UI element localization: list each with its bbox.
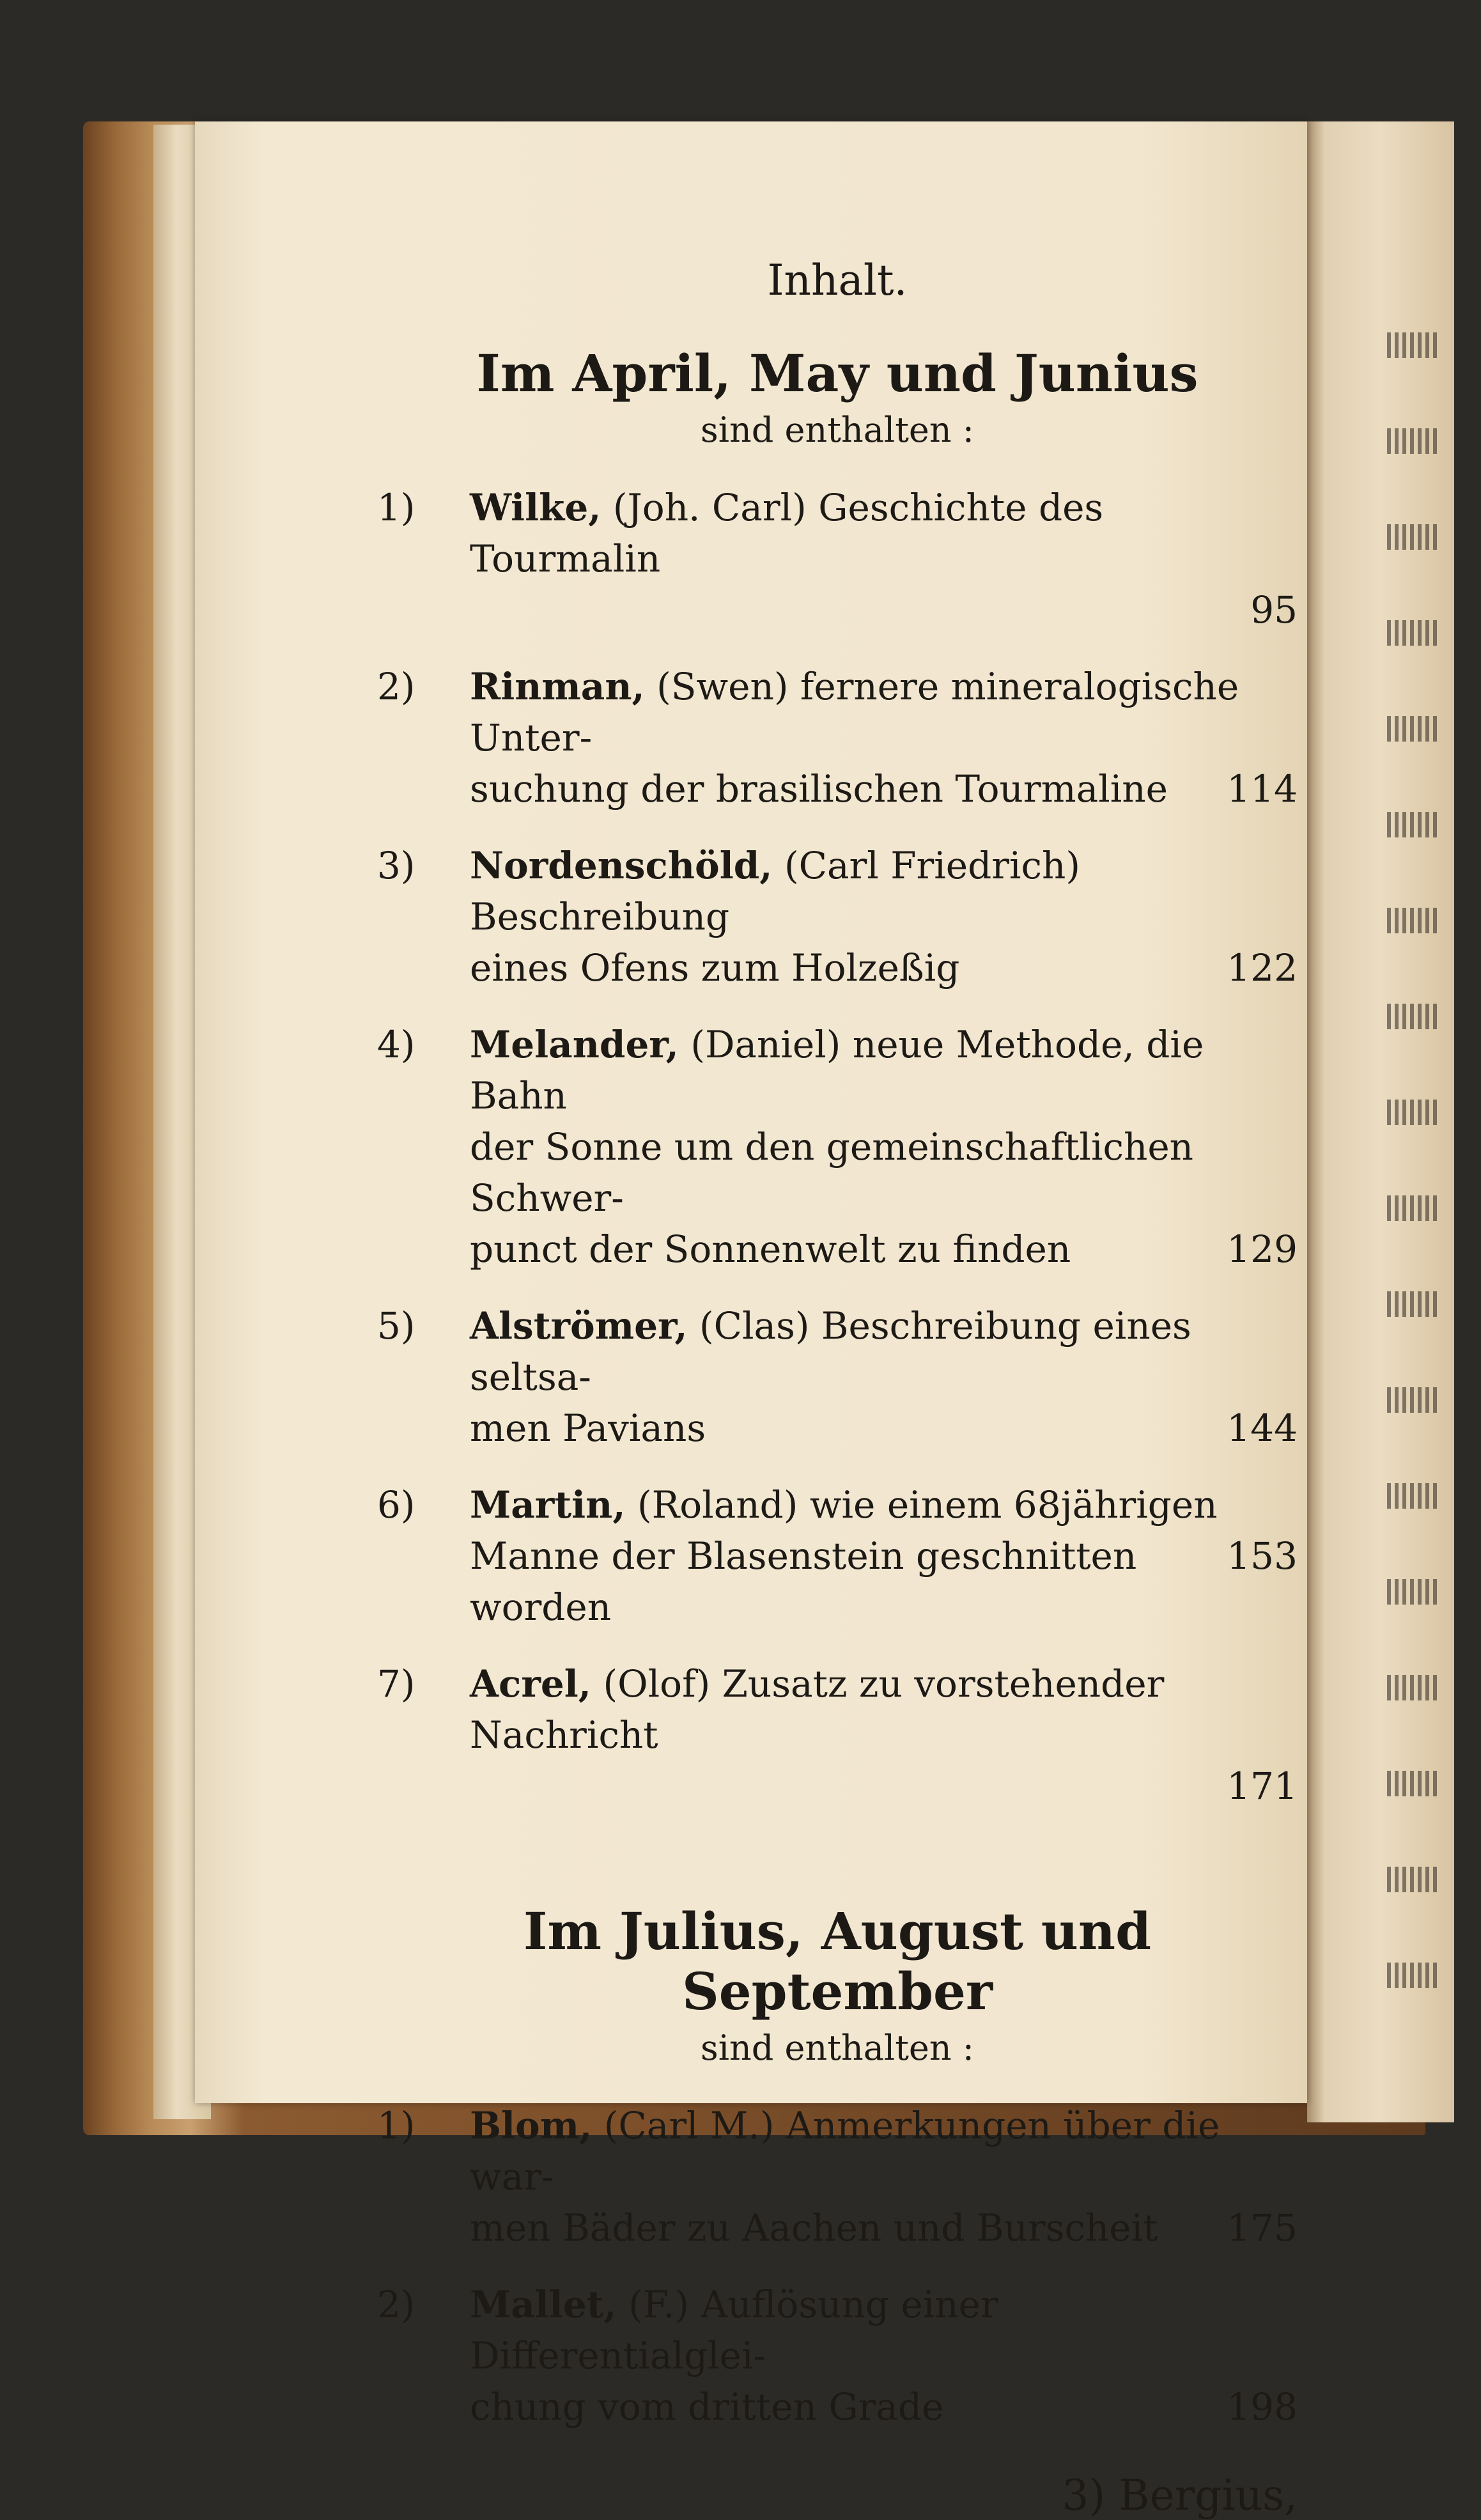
section-title: Im April, May und Junius [476, 343, 1198, 403]
text-fragment [1387, 1867, 1438, 1892]
entry-title-cont: chung vom dritten Grade [470, 2385, 944, 2429]
entry-author: Blom, [470, 2104, 593, 2147]
entry-page: 175 [1227, 2206, 1298, 2250]
entry-title: (Carl Friedrich) Beschreibung [470, 844, 1080, 938]
section-subtitle: sind enthalten : [701, 2028, 974, 2068]
text-fragment [1387, 1100, 1438, 1125]
toc-entry [377, 2279, 1298, 2432]
toc-entry [377, 2100, 1298, 2253]
entry-author: Mallet, [470, 2283, 617, 2326]
toc-entry [377, 1479, 1298, 1633]
text-fragment [1387, 1195, 1438, 1221]
toc-entry [377, 482, 1298, 635]
toc-entry [377, 1019, 1298, 1275]
entry-number: 4) [377, 1023, 415, 1066]
section-subtitle: sind enthalten : [701, 410, 974, 450]
entry-title: (Olof) Zusatz zu vorstehender Nachricht [470, 1662, 1165, 1757]
entry-author: Rinman, [470, 665, 645, 708]
entry-number: 1) [377, 486, 415, 529]
entry-title: (Clas) Beschreibung eines seltsa- [470, 1304, 1191, 1399]
section-april-june [377, 343, 1298, 1812]
toc-entry [377, 1300, 1298, 1454]
text-fragment [1387, 332, 1438, 358]
entry-title-cont: punct der Sonnenwelt zu finden [470, 1227, 1071, 1271]
entry-number: 2) [377, 2283, 415, 2326]
text-fragment [1387, 428, 1438, 454]
text-fragment [1387, 1675, 1438, 1700]
text-fragment [1387, 620, 1438, 646]
toc-entry [377, 840, 1298, 993]
entry-author: Wilke, [470, 486, 601, 529]
entry-title-cont: Manne der Blasenstein geschnitten worden [470, 1534, 1137, 1629]
entry-title: (Daniel) neue Methode, die Bahn [470, 1023, 1204, 1117]
text-fragment [1387, 1004, 1438, 1029]
catchword: 3) Bergius, [1062, 2471, 1298, 2520]
entry-title: (F.) Auflösung einer Differentialglei- [470, 2283, 998, 2377]
entry-number: 2) [377, 665, 415, 708]
entry-page: 122 [1227, 946, 1298, 990]
entry-number: 1) [377, 2104, 415, 2147]
entry-author: Acrel, [470, 1662, 592, 1706]
section-july-september [377, 1901, 1298, 2432]
entry-author: Melander, [470, 1023, 679, 1066]
entry-number: 6) [377, 1483, 415, 1527]
entry-author: Nordenschöld, [470, 844, 773, 887]
entry-title: (Joh. Carl) Geschichte des Tourmalin [470, 486, 1104, 580]
adjacent-page [1307, 121, 1454, 2122]
entry-page: 114 [1227, 767, 1298, 811]
entry-number: 5) [377, 1304, 415, 1348]
entry-title-cont: eines Ofens zum Holzeßig [470, 946, 960, 990]
entry-title: (Roland) wie einem 68jährigen [637, 1483, 1218, 1527]
text-fragment [1387, 1483, 1438, 1509]
page-header: Inhalt. [767, 256, 908, 305]
entry-title: (Swen) fernere mineralogische Unter- [470, 665, 1239, 759]
text-fragment [1387, 524, 1438, 550]
entry-page: 95 [1250, 588, 1298, 632]
table-of-contents [377, 256, 1298, 2520]
section-title: Im Julius, August und September [523, 1901, 1152, 2021]
entry-author: Alströmer, [470, 1304, 688, 1348]
text-fragment [1387, 1387, 1438, 1413]
entry-title-cont: men Pavians [470, 1406, 706, 1450]
text-fragment [1387, 908, 1438, 933]
toc-entry [377, 661, 1298, 814]
toc-entry [377, 1658, 1298, 1812]
text-fragment [1387, 812, 1438, 837]
entry-page: 129 [1227, 1227, 1298, 1271]
entry-page: 171 [1227, 1764, 1298, 1808]
entry-page: 144 [1227, 1406, 1298, 1450]
text-fragment [1387, 716, 1438, 742]
text-fragment [1387, 1771, 1438, 1796]
entry-title-cont: men Bäder zu Aachen und Burscheit [470, 2206, 1158, 2250]
text-fragment [1387, 1579, 1438, 1605]
entry-number: 3) [377, 844, 415, 887]
entry-author: Martin, [470, 1483, 626, 1527]
text-fragment [1387, 1963, 1438, 1988]
entry-page: 198 [1227, 2385, 1298, 2429]
entry-page: 153 [1227, 1534, 1298, 1578]
entry-title-cont: der Sonne um den gemeinschaftlichen Schwer- [470, 1125, 1194, 1220]
entry-number: 7) [377, 1662, 415, 1706]
entry-title: (Carl M.) Anmerkungen über die war- [470, 2104, 1220, 2198]
text-fragment [1387, 1291, 1438, 1317]
entry-title-cont: suchung der brasilischen Tourmaline [470, 767, 1168, 811]
